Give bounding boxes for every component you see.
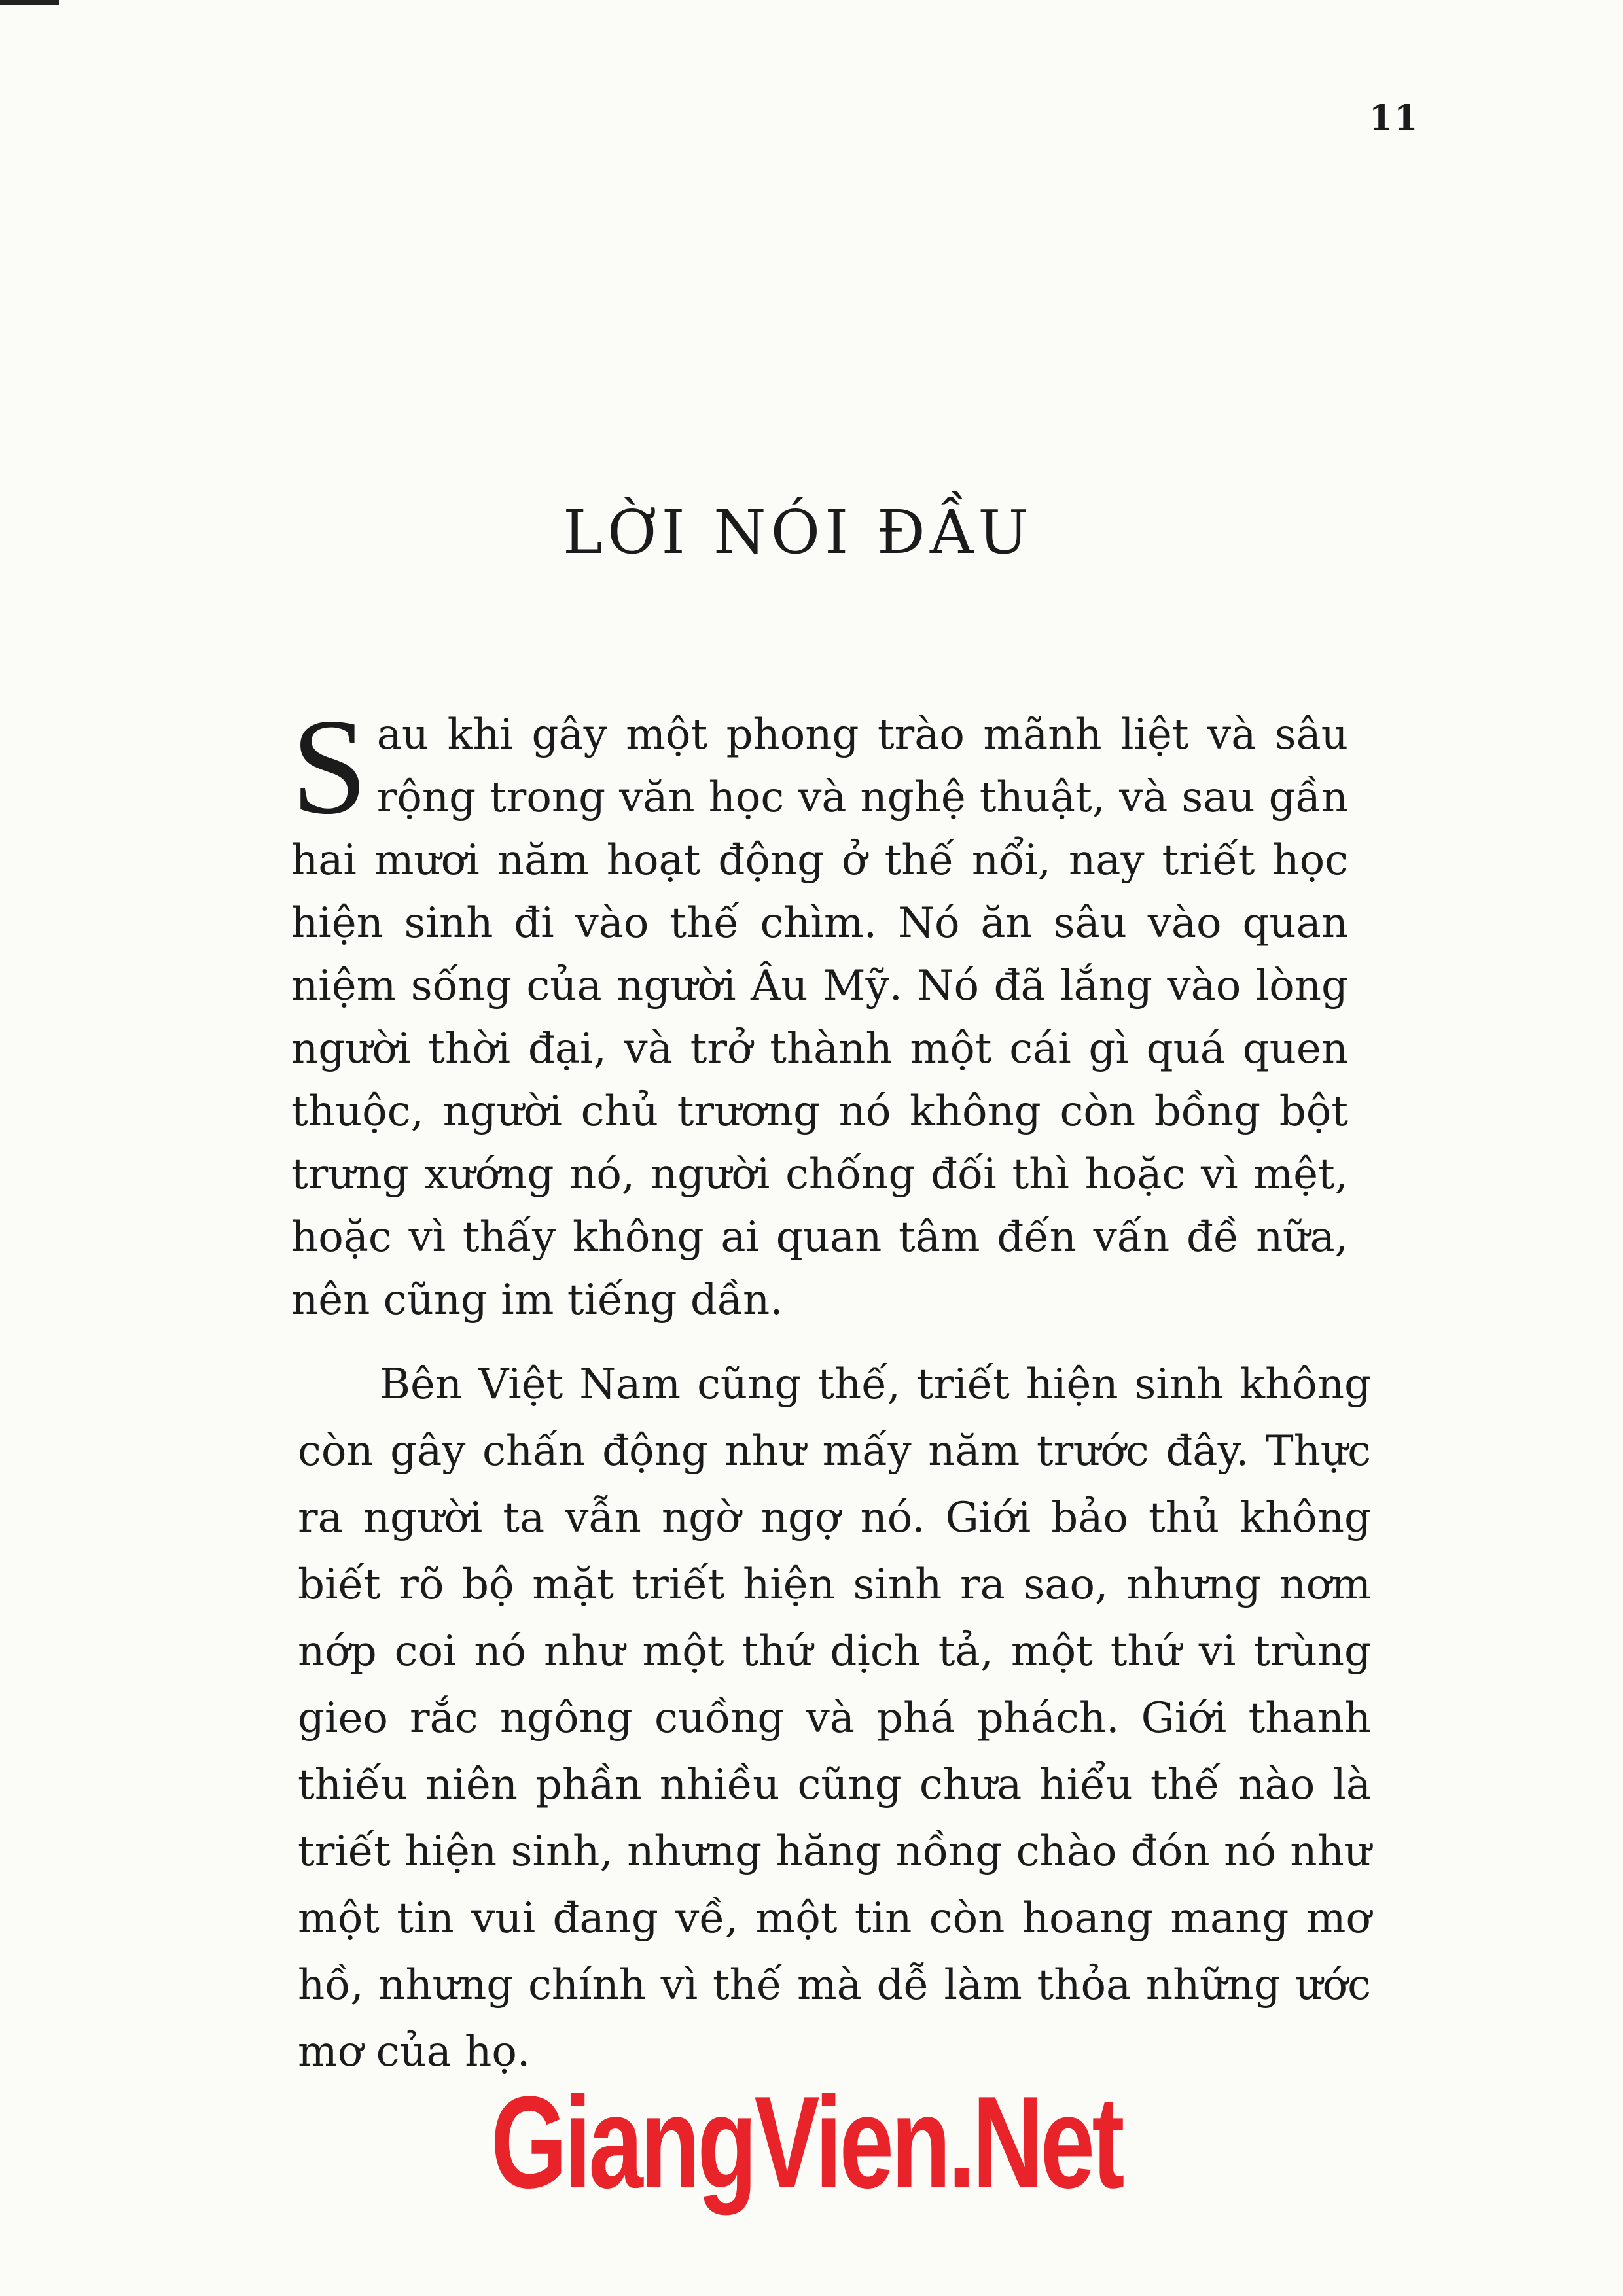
drop-cap: S xyxy=(291,691,368,843)
paragraph-1 xyxy=(291,691,1348,1332)
paragraph-2: Bên Việt Nam cũng thế, triết hiện sinh không còn gây chấn động như mấy năm trước đây. Thực ra người ta vẫn ngờ ngợ nó. Giới bảo thủ không biết rõ bộ mặt triết hiện sinh ra sao, nhưng nơm nớp coi nó như một thứ dịch tả, một thứ vi trùng gieo rắc ngông cuồng và phá phách. Giới thanh thiếu niên phần nhiều cũng chưa hiểu thế nào là triết hiện sinh, nhưng hăng nồng chào đón nó như một tin vui đang về, một tin còn hoang mang mơ hồ, nhưng chính vì thế mà dễ làm thỏa những ước mơ của họ. xyxy=(298,1360,1371,2076)
page-title: LỜI NÓI ĐẦU xyxy=(563,497,1033,567)
watermark-logo: GiangVien.Net xyxy=(491,2070,1122,2216)
scan-edge-mark xyxy=(0,0,59,5)
paragraph-1-text: au khi gây một phong trào mãnh liệt và sâu rộng trong văn học và nghệ thuật, và sau gần hai mươi năm hoạt động ở thế nổi, nay triết học hiện sinh đi vào thế chìm. Nó ăn sâu vào quan niệm sống của người Âu Mỹ. Nó đã lắng vào lòng người thời đại, và trở thành một cái gì quá quen thuộc, người chủ trương nó không còn bồng bột trưng xướng nó, người chống đối thì hoặc vì mệt, hoặc vì thấy không ai quan tâm đến vấn đề nữa, nên cũng im tiếng dần. xyxy=(291,711,1348,1324)
page-number: 11 xyxy=(1369,98,1419,138)
